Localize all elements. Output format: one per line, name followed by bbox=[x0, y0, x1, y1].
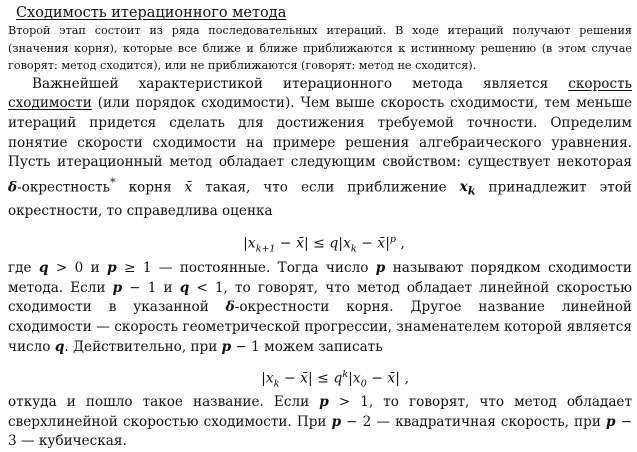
text: > 1, то говорят, что метод обладает сверхлинейной скоростью сходимости. При bbox=[8, 394, 632, 430]
math-p: p bbox=[107, 260, 117, 277]
text: -окрестности корня. Другое название линейной сходимости — скорость геометрической прогрессии, знаменателем которой является число bbox=[8, 299, 632, 355]
formula-part: |x bbox=[261, 370, 274, 387]
term-convergence-rate: скорость сходимости bbox=[8, 75, 632, 112]
formula-sub: 0 bbox=[360, 378, 367, 390]
math-q: q bbox=[54, 338, 65, 355]
math-xk bbox=[459, 179, 476, 198]
math-x: x bbox=[459, 179, 468, 196]
math-delta: δ bbox=[225, 299, 235, 316]
formula-part: − x̄| bbox=[356, 235, 390, 252]
text: > 0 и bbox=[48, 260, 108, 277]
formula-sub: k+1 bbox=[255, 243, 276, 255]
text: − 3 — кубическая. bbox=[8, 413, 632, 450]
math-xbar: x̄ bbox=[184, 179, 193, 196]
math-q: q bbox=[179, 279, 190, 296]
text: такая, что если приближение bbox=[192, 179, 460, 196]
paragraph-order bbox=[8, 259, 632, 357]
math-p: p bbox=[375, 260, 386, 277]
footnote-mark: * bbox=[110, 174, 116, 189]
text: ≥ 1 — постоянные. Тогда число bbox=[116, 260, 376, 277]
formula-sup: p bbox=[389, 234, 397, 246]
text: − 1 можем записать bbox=[231, 338, 383, 355]
math-p: p bbox=[319, 394, 329, 411]
math-p: p bbox=[221, 338, 232, 355]
formula-part: |x bbox=[348, 370, 361, 387]
math-delta: δ bbox=[8, 179, 18, 196]
section-heading: Сходимость итерационного метода bbox=[16, 5, 287, 21]
text: < 1, то говорят, что метод обладает линейной скоростью сходимости в указанной bbox=[8, 279, 632, 316]
formula-geometric bbox=[8, 357, 632, 393]
math-q: q bbox=[38, 260, 49, 277]
text: где bbox=[8, 260, 39, 277]
text: называют порядком сходимости метода. Если bbox=[8, 260, 632, 296]
math-sub-k: k bbox=[467, 184, 476, 198]
formula-part: − x̄| ≤ q bbox=[279, 370, 343, 387]
text: Важнейшей характеристикой итерационного метода является bbox=[32, 75, 569, 92]
formula-part: |x bbox=[243, 235, 256, 252]
formula-part: − x̄| , bbox=[366, 370, 409, 387]
text: откуда и пошло такое название. Если bbox=[8, 394, 320, 411]
intro-paragraph: Второй этап состоит из ряда последовательных итераций. В ходе итераций получают решения (значения корня), которые все ближе и ближе приближаются к истинному решению (в этом случае говорят: метод сходится), или не приближаются (говорят: метод не сходится). bbox=[8, 24, 632, 73]
formula-part: , bbox=[396, 235, 405, 252]
formula-sub: k bbox=[350, 243, 357, 255]
text: . Действительно, при bbox=[64, 338, 222, 355]
text: − 1 и bbox=[122, 279, 180, 296]
math-p: p bbox=[605, 413, 616, 430]
text: − 2 — квадратичная скорость, при bbox=[341, 413, 606, 430]
text: корня bbox=[115, 179, 185, 196]
formula-estimate bbox=[8, 221, 632, 259]
paragraph-superlinear bbox=[8, 393, 632, 452]
math-p: p bbox=[112, 279, 123, 296]
text: (или порядок сходимости). Чем выше скорость сходимости, тем меньше итераций придется сделать для достижения требуемой точности. Определим понятие скорости сходимости на примере решения алгебраического уравнения. Пусть итерационный метод обладает следующим свойством: существует некоторая bbox=[8, 95, 632, 171]
paragraph-convergence-rate bbox=[8, 75, 632, 221]
document-page bbox=[8, 2, 632, 452]
formula-part: − x̄| ≤ q|x bbox=[275, 235, 351, 252]
text: -окрестность bbox=[17, 179, 111, 196]
formula-sup: k bbox=[342, 369, 349, 381]
formula-sub: k bbox=[273, 378, 280, 390]
text: принадлежит этой окрестности, то справедлива оценка bbox=[8, 179, 632, 219]
math-p: p bbox=[331, 413, 342, 430]
